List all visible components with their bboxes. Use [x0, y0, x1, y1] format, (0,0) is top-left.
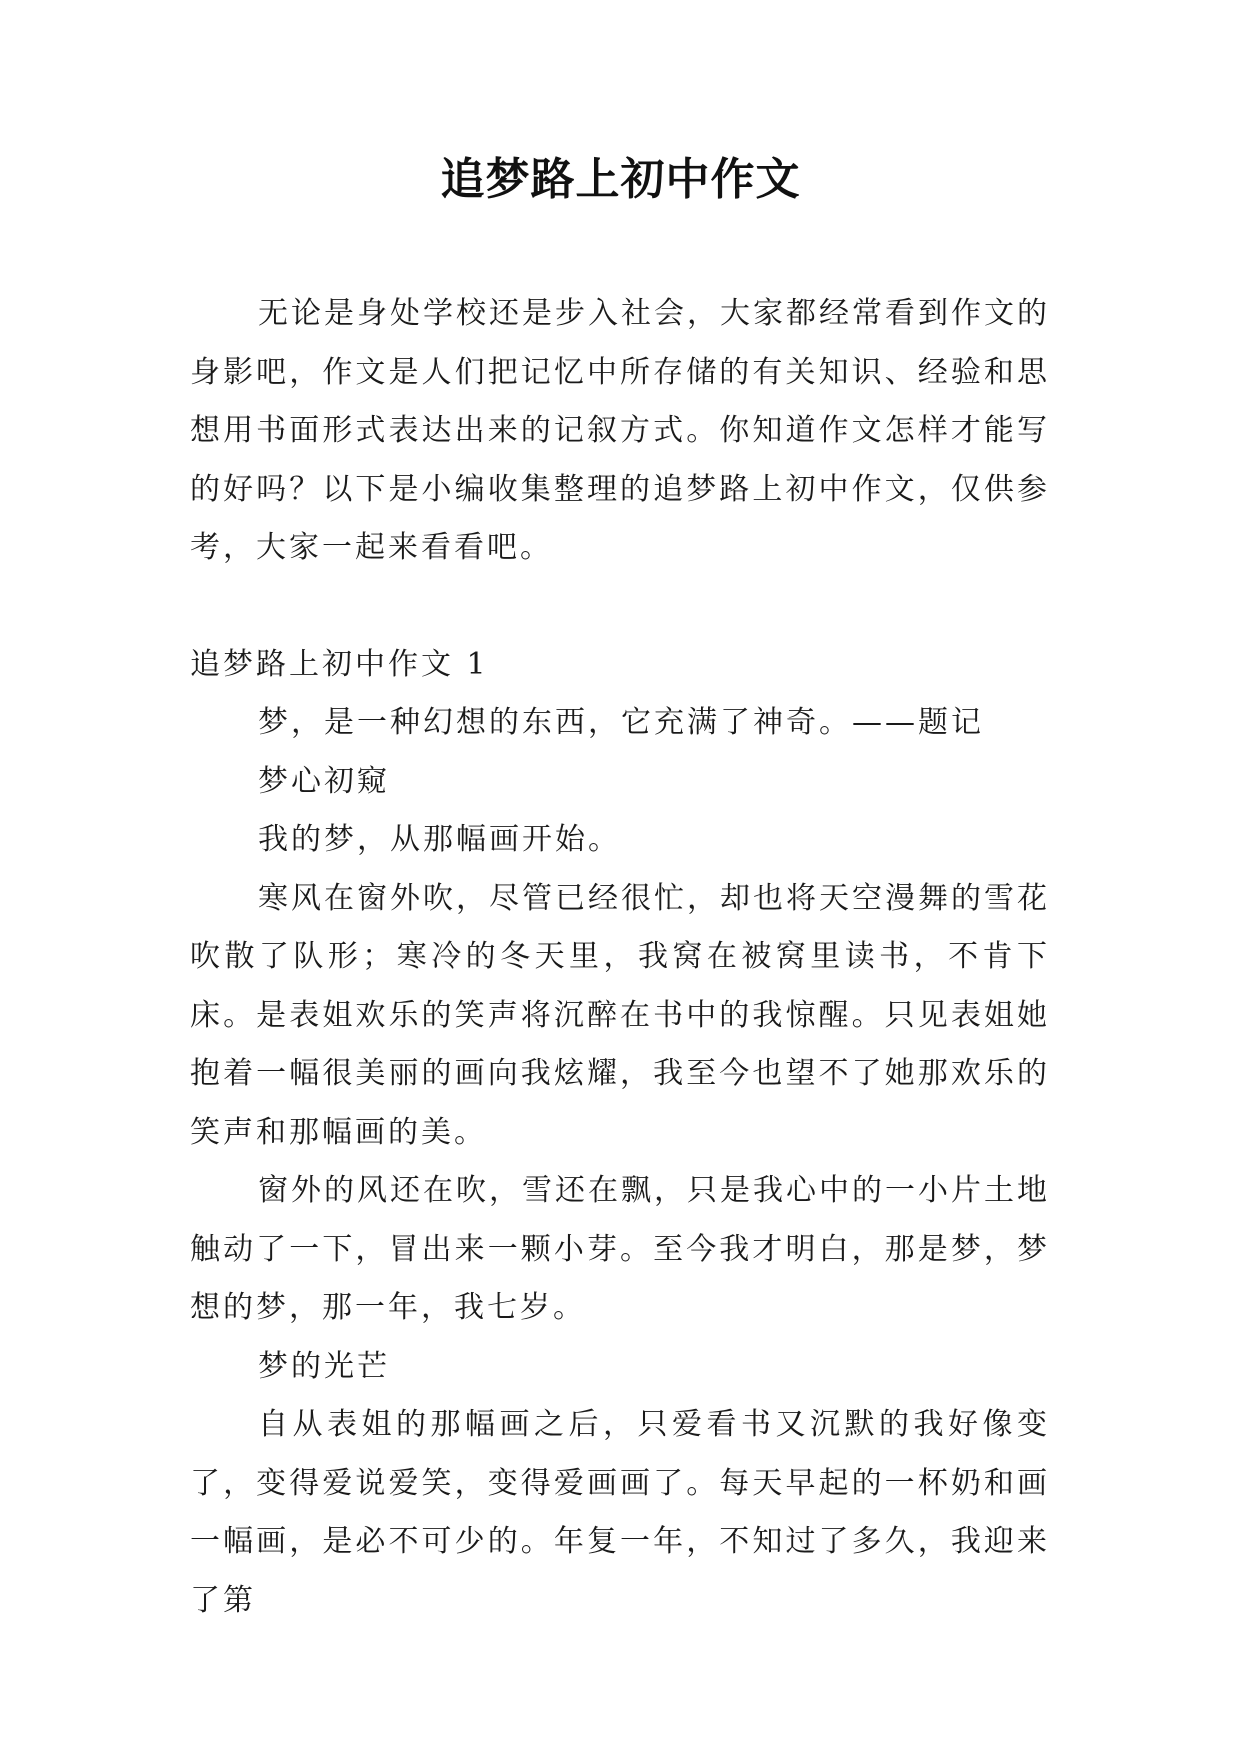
body-paragraph: 我的梦，从那幅画开始。 [258, 822, 621, 857]
intro-paragraph: 无论是身处学校还是步入社会，大家都经常看到作文的身影吧，作文是人们把记忆中所存储的有关知识、经验和思想用书面形式表达出来的记叙方式。你知道作文怎样才能写的好吗？以下是小编收集整理的追梦路上初中作文，仅供参考，大家一起来看看吧。 [190, 296, 1050, 565]
paragraph-gap [190, 578, 1050, 636]
body-paragraph: 窗外的风还在吹，雪还在飘，只是我心中的一小片土地触动了一下，冒出来一颗小芽。至今我才明白，那是梦，梦想的梦，那一年，我七岁。 [190, 1173, 1050, 1325]
essay-heading: 追梦路上初中作文 1 [190, 646, 489, 682]
section-heading-2: 梦的光芒 [258, 1348, 390, 1384]
body-paragraph: 寒风在窗外吹，尽管已经很忙，却也将天空漫舞的雪花吹散了队形；寒冷的冬天里，我窝在被窝里读书，不肯下床。是表姐欢乐的笑声将沉醉在书中的我惊醒。只见表姐她抱着一幅很美丽的画向我炫耀，我至今也望不了她那欢乐的笑声和那幅画的美。 [190, 880, 1050, 1150]
body-paragraph: 自从表姐的那幅画之后，只爱看书又沉默的我好像变了，变得爱说爱笑，变得爱画画了。每天早起的一杯奶和画一幅画，是必不可少的。年复一年，不知过了多久，我迎来了第 [190, 1407, 1050, 1618]
document-title: 追梦路上初中作文 [440, 154, 801, 205]
epigraph-paragraph: 梦，是一种幻想的东西，它充满了神奇。——题记 [258, 705, 984, 740]
document-body [190, 285, 1050, 1630]
section-heading-1: 梦心初窥 [258, 763, 390, 799]
